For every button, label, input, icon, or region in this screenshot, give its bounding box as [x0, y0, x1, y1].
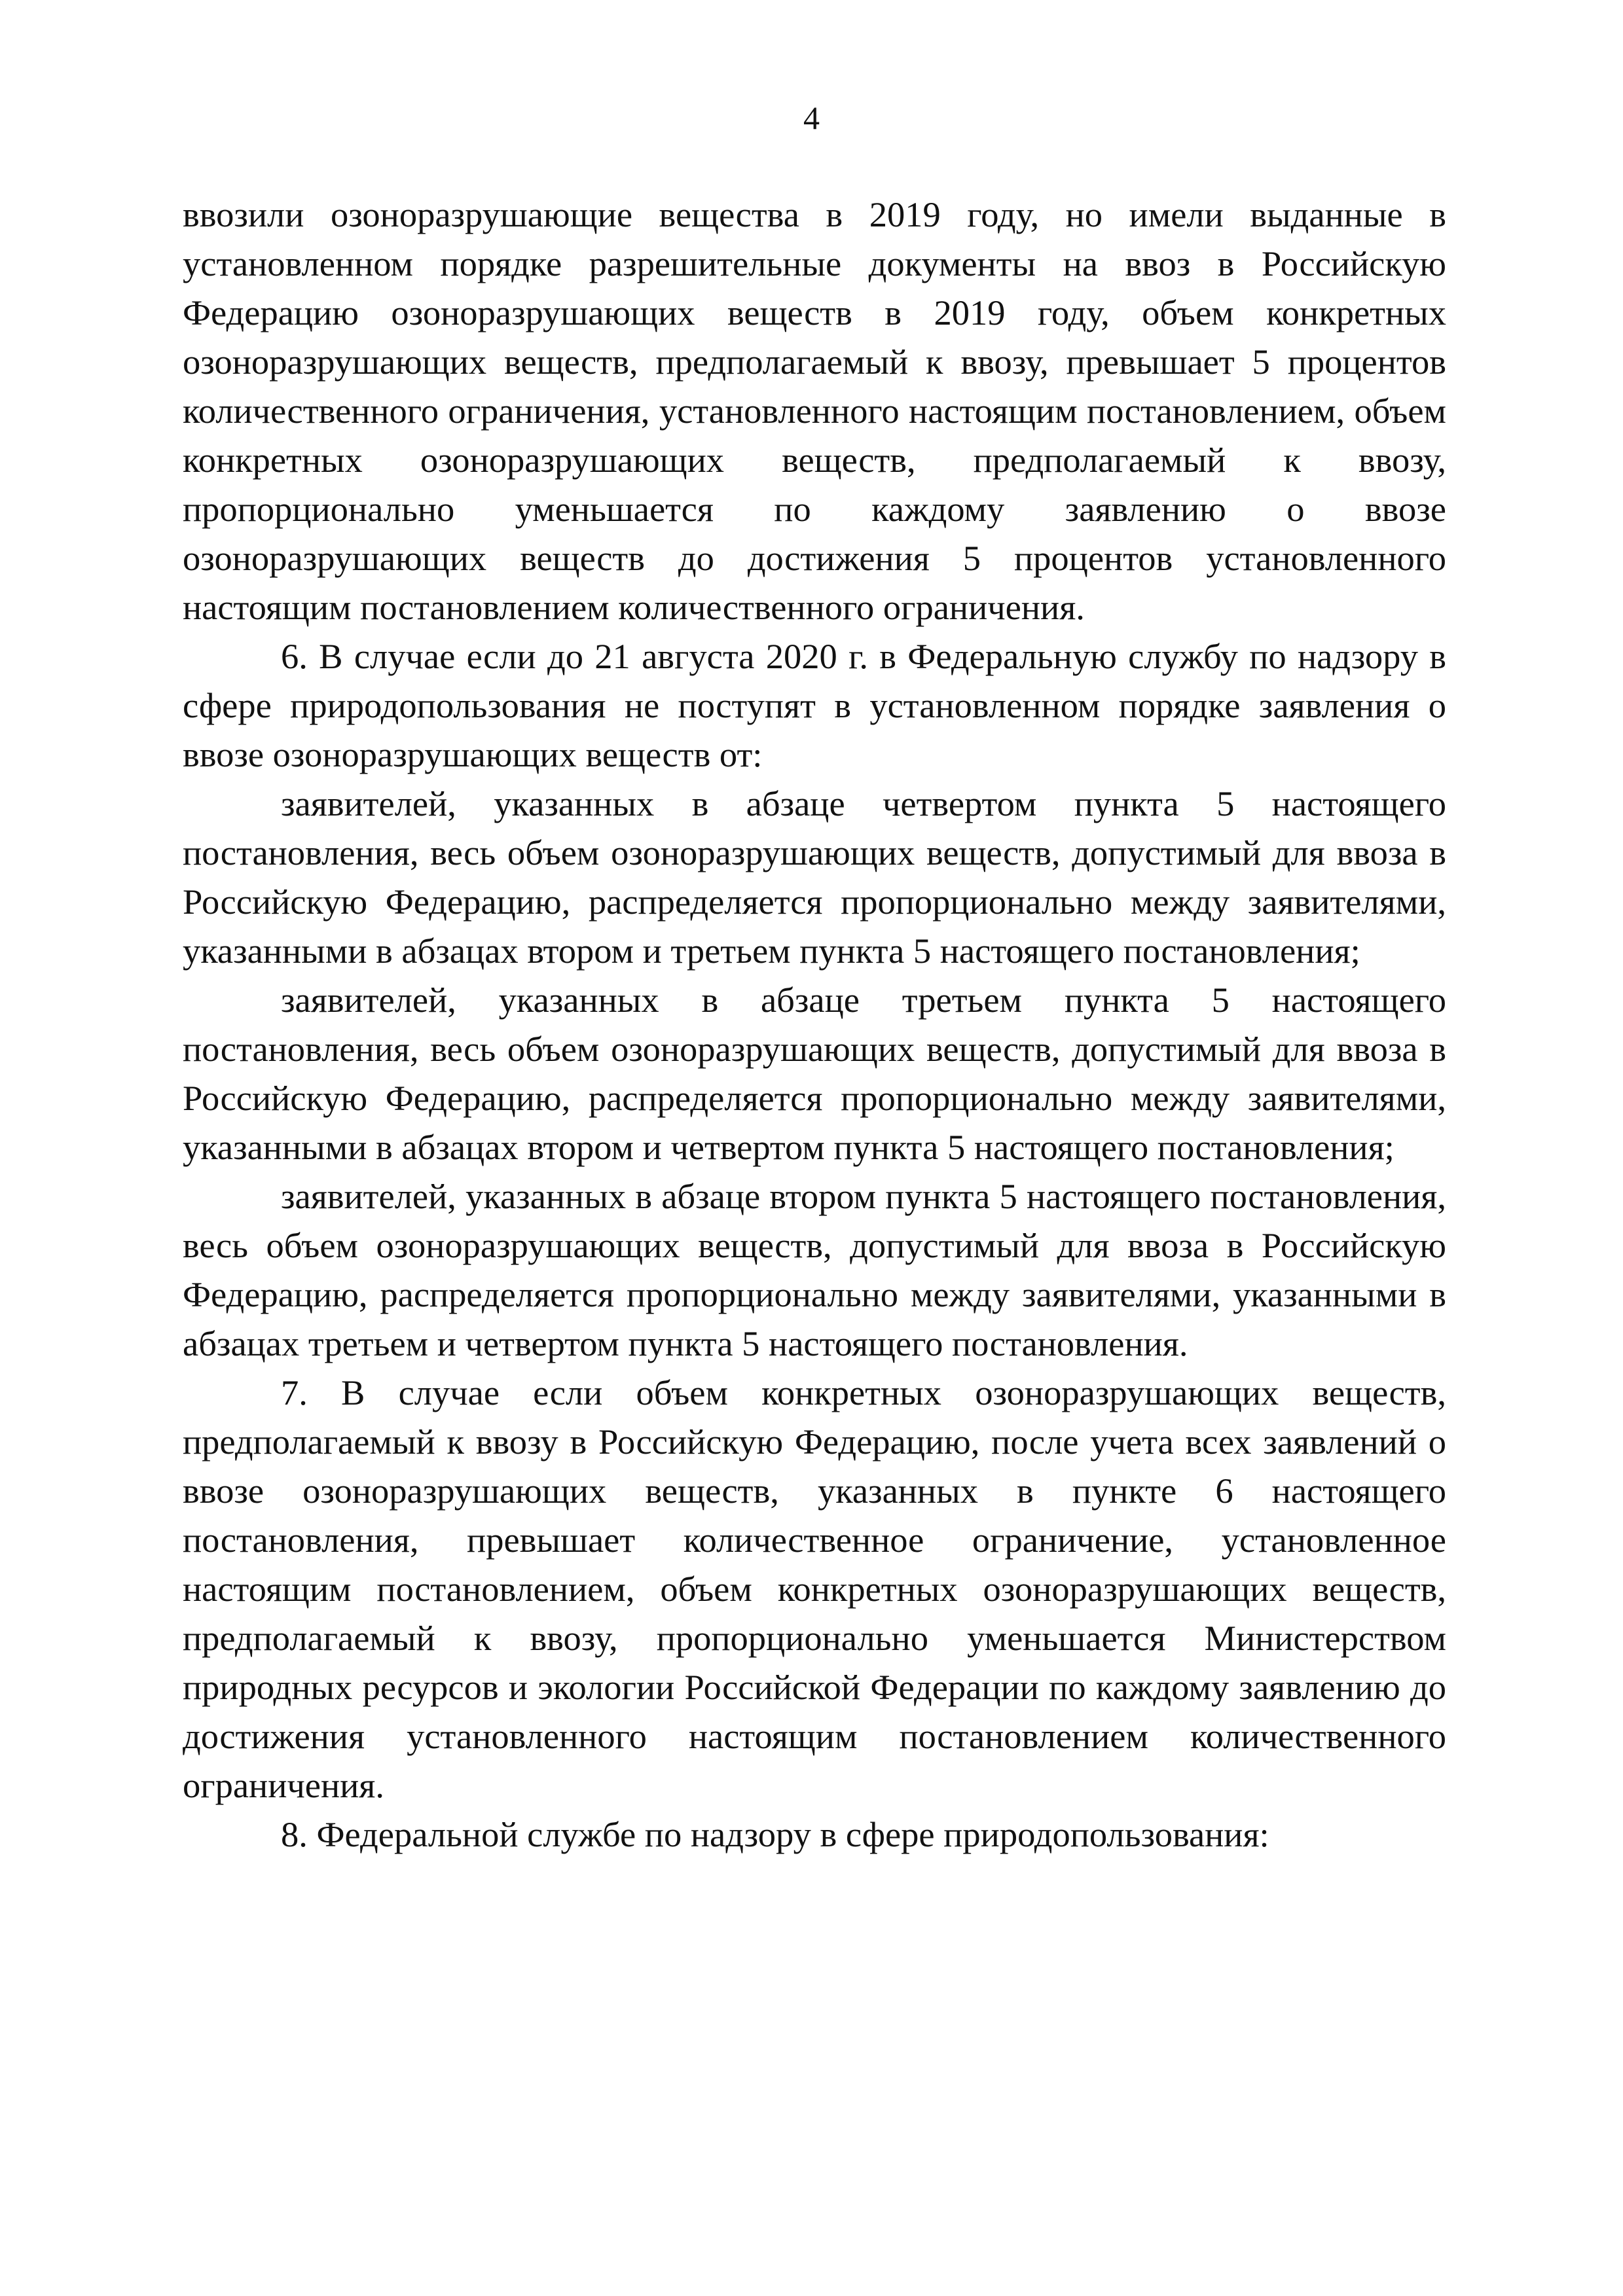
page-number: 4	[803, 99, 820, 136]
paragraph-point-7: 7. В случае если объем конкретных озоноразрушающих веществ, предполагаемый к ввозу в Российскую Федерацию, после учета всех заявлений о ввозе озоноразрушающих веществ, указанных в пункте 6 настоящего постановления, превышает количественное ограничение, установленное настоящим постановлением, объем конкретных озоноразрушающих веществ, предполагаемый к ввозу, пропорционально уменьшается Министерством природных ресурсов и экологии Российской Федерации по каждому заявлению до достижения установленного настоящим постановлением количественного ограничения.	[183, 1372, 1446, 1805]
paragraph-point-8: 8. Федеральной службе по надзору в сфере природопользования:	[281, 1814, 1269, 1854]
document-body	[183, 190, 1446, 1859]
paragraph-point-6-applicants-second: заявителей, указанных в абзаце втором пункта 5 настоящего постановления, весь объем озоноразрушающих веществ, допустимый для ввоза в Российскую Федерацию, распределяется пропорционально между заявителями, указанными в абзацах третьем и четвертом пункта 5 настоящего постановления.	[183, 1176, 1446, 1363]
paragraph-point-6-applicants-third: заявителей, указанных в абзаце третьем пункта 5 настоящего постановления, весь объем озоноразрушающих веществ, допустимый для ввоза в Российскую Федерацию, распределяется пропорционально между заявителями, указанными в абзацах втором и четвертом пункта 5 настоящего постановления;	[183, 980, 1446, 1167]
paragraph-continuation-point-5: ввозили озоноразрушающие вещества в 2019 году, но имели выданные в установленном порядке разрешительные документы на ввоз в Российскую Федерацию озоноразрушающих веществ в 2019 году, объем конкретных озоноразрушающих веществ, предполагаемый к ввозу, превышает 5 процентов количественного ограничения, установленного настоящим постановлением, объем конкретных озоноразрушающих веществ, предполагаемый к ввозу, пропорционально уменьшается по каждому заявлению о ввозе озоноразрушающих веществ до достижения 5 процентов установленного настоящим постановлением количественного ограничения.	[183, 194, 1446, 627]
paragraph-point-6-applicants-fourth: заявителей, указанных в абзаце четвертом пункта 5 настоящего постановления, весь объем озоноразрушающих веществ, допустимый для ввоза в Российскую Федерацию, распределяется пропорционально между заявителями, указанными в абзацах втором и третьем пункта 5 настоящего постановления;	[183, 783, 1446, 971]
paragraph-point-6: 6. В случае если до 21 августа 2020 г. в Федеральную службу по надзору в сфере природопользования не поступят в установленном порядке заявления о ввозе озоноразрушающих веществ от:	[183, 636, 1446, 774]
